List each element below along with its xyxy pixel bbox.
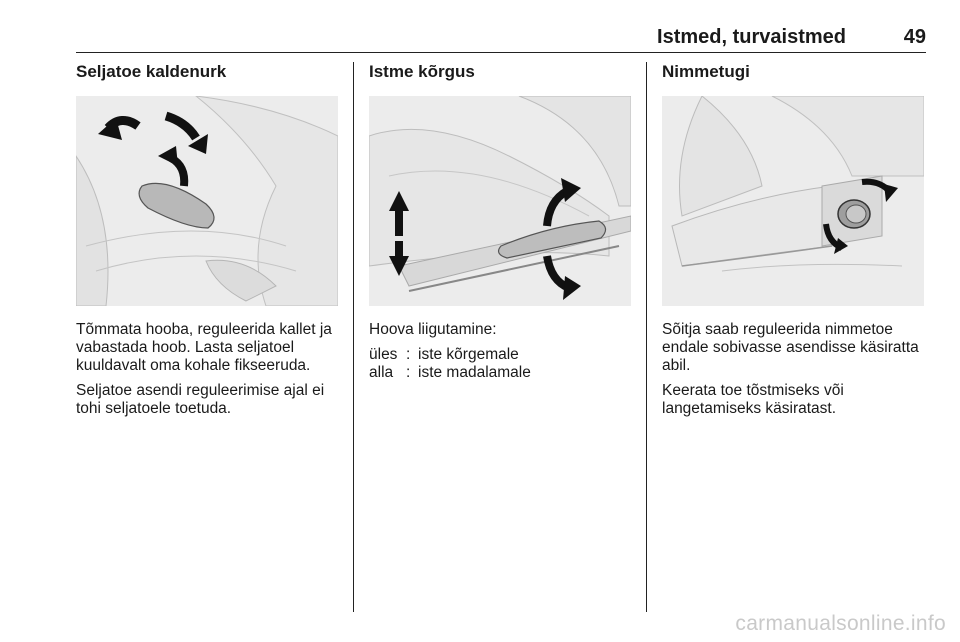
paragraph: Sõitja saab reguleerida nimmetoe endale sobivasse asendisse käsiratta abil. — [662, 321, 919, 374]
backrest-illustration — [76, 96, 338, 306]
column-lumbar — [662, 62, 930, 425]
column-divider — [646, 62, 647, 612]
paragraph: Seljatoe asendi reguleerimise ajal ei tohi seljatoele toetuda. — [76, 382, 325, 417]
page-number: 49 — [903, 26, 926, 48]
column-heading: Istme kõrgus — [369, 62, 475, 81]
list-separator: : — [406, 364, 411, 381]
paragraph: Hoova liigutamine: — [369, 321, 497, 338]
list-key: üles — [369, 346, 398, 363]
section-title: Istmed, turvaistmed — [657, 26, 846, 48]
list-separator: : — [406, 346, 411, 363]
list-item — [369, 346, 637, 364]
column-backrest — [76, 62, 344, 425]
lumbar-illustration — [662, 96, 924, 306]
watermark: carmanualsonline.info — [735, 612, 946, 635]
column-divider — [353, 62, 354, 612]
paragraph: Keerata toe tõstmiseks või langetamiseks käsiratast. — [662, 382, 844, 417]
column-heading: Nimmetugi — [662, 62, 750, 81]
list-value: iste madalamale — [418, 364, 531, 381]
seat-height-illustration — [369, 96, 631, 306]
column-text — [662, 321, 930, 418]
list-value: iste kõrgemale — [418, 346, 519, 363]
list-key: alla — [369, 364, 394, 381]
column-seat-height — [369, 62, 637, 382]
column-text — [76, 321, 344, 418]
column-text — [369, 321, 637, 382]
list-item — [369, 364, 637, 382]
page-header — [76, 26, 926, 53]
paragraph: Tõmmata hooba, reguleerida kallet ja vabastada hoob. Lasta seljatoel kuuldavalt oma kohale fikseeruda. — [76, 321, 332, 374]
column-heading: Seljatoe kaldenurk — [76, 62, 227, 81]
